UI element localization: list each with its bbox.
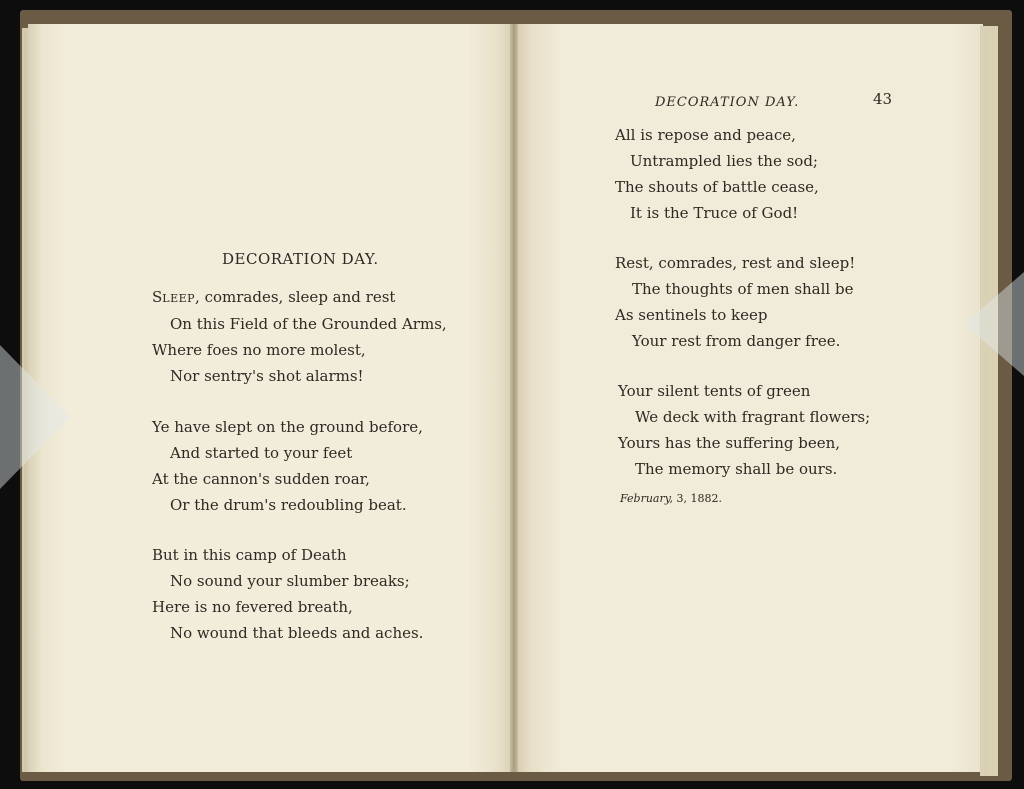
- date-month: February,: [620, 492, 673, 505]
- poem-line: Your rest from danger free.: [632, 332, 841, 350]
- poem-line: Ye have slept on the ground before,: [152, 418, 423, 436]
- poem-line: Yours has the suffering been,: [618, 434, 841, 452]
- photo-corner-right: [964, 272, 1024, 376]
- poem-line: We deck with fragrant flowers;: [635, 408, 871, 426]
- poem-line: Or the drum's redoubling beat.: [170, 496, 407, 514]
- date-day-year: 3, 1882.: [673, 492, 722, 505]
- poem-line: Your silent tents of green: [618, 382, 811, 400]
- poem-line: Nor sentry's shot alarms!: [170, 367, 364, 385]
- poem-line: As sentinels to keep: [615, 306, 768, 324]
- poem-line: And started to your feet: [170, 444, 353, 462]
- poem-title: DECORATION DAY.: [222, 250, 379, 268]
- poem-line: Rest, comrades, rest and sleep!: [615, 254, 856, 272]
- poem-line: [152, 290, 395, 305]
- book-gutter: [510, 24, 518, 772]
- photo-corner-left: [0, 345, 70, 489]
- poem-line: Untrampled lies the sod;: [630, 152, 818, 170]
- poem-date: [620, 493, 722, 504]
- poem-line: No sound your slumber breaks;: [170, 572, 410, 590]
- poem-line: The shouts of battle cease,: [615, 178, 819, 196]
- left-page: [28, 24, 516, 772]
- page-number: 43: [873, 90, 893, 108]
- poem-line: At the cannon's sudden roar,: [152, 470, 370, 488]
- small-caps-word: LEEP: [162, 292, 196, 305]
- poem-line: It is the Truce of God!: [630, 204, 799, 222]
- poem-line: No wound that bleeds and aches.: [170, 624, 424, 642]
- first-line-text: , comrades, sleep and rest: [195, 288, 396, 306]
- poem-line: On this Field of the Grounded Arms,: [170, 315, 447, 333]
- poem-line: Here is no fevered breath,: [152, 598, 353, 616]
- poem-line: But in this camp of Death: [152, 546, 347, 564]
- poem-line: The memory shall be ours.: [635, 460, 838, 478]
- running-head: DECORATION DAY.: [655, 95, 800, 110]
- right-page-edges: [980, 26, 998, 776]
- poem-line: All is repose and peace,: [615, 126, 796, 144]
- poem-line: The thoughts of men shall be: [632, 280, 854, 298]
- drop-initial: S: [152, 288, 163, 306]
- poem-line: Where foes no more molest,: [152, 341, 366, 359]
